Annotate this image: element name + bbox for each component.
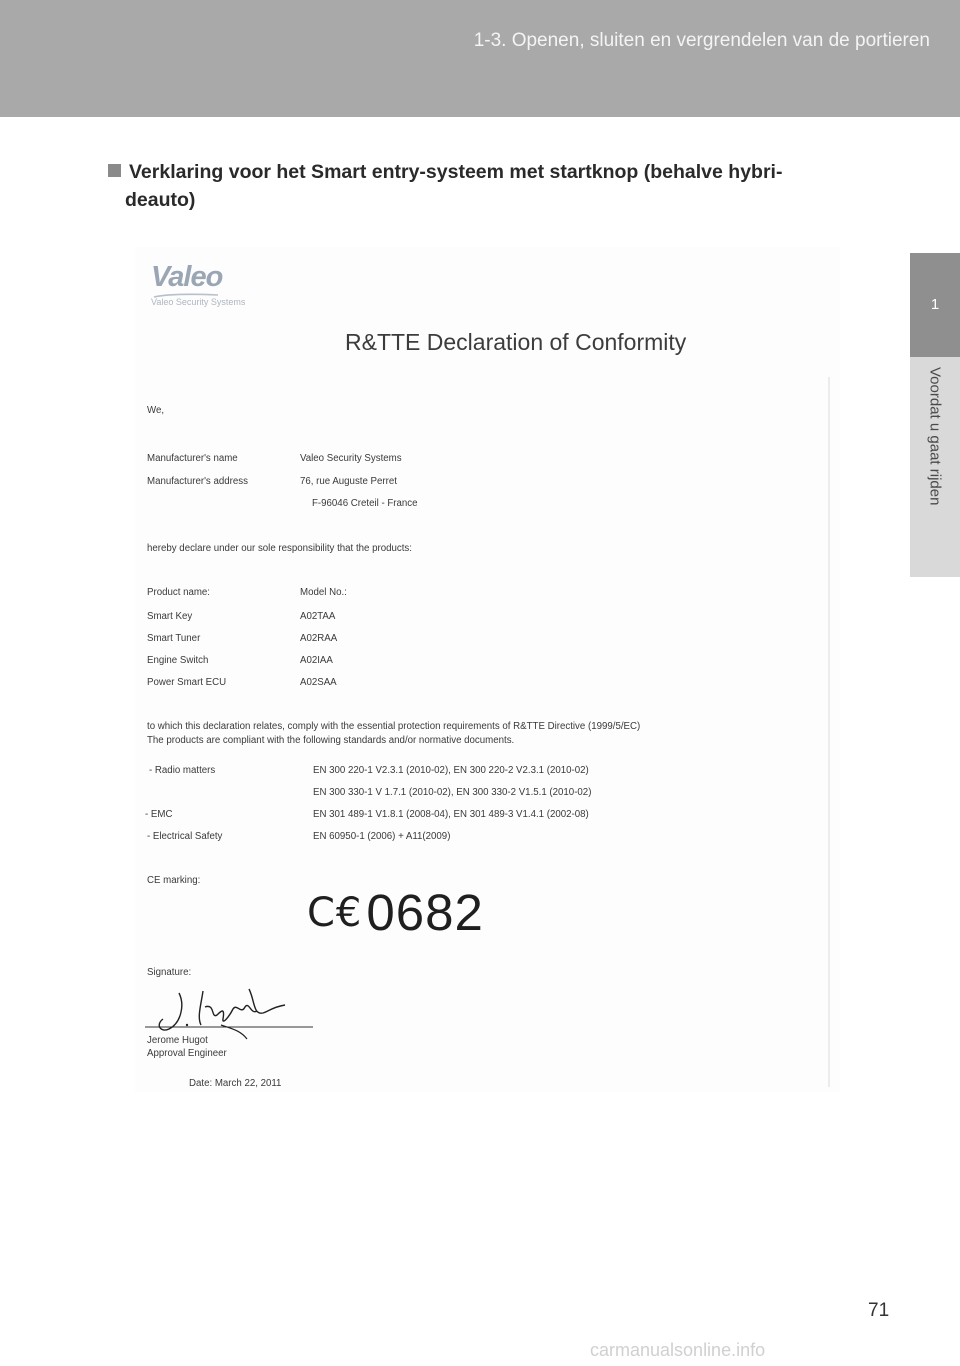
signer-title: Approval Engineer <box>147 1048 227 1059</box>
ce-symbol-icon: C€ <box>307 890 363 936</box>
relates-line2: The products are compliant with the following standards and/or normative documents. <box>147 735 515 746</box>
ce-mark <box>307 883 484 942</box>
ce-marking-label: CE marking: <box>147 875 201 886</box>
we-text: We, <box>147 405 165 416</box>
watermark: carmanualsonline.info <box>590 1340 766 1360</box>
section-heading <box>108 158 878 214</box>
standard-label: - EMC <box>145 809 173 820</box>
product-model: A02TAA <box>300 611 336 622</box>
product-model: A02IAA <box>300 655 333 666</box>
product-name: Power Smart ECU <box>147 677 227 688</box>
product-name: Smart Key <box>147 611 193 622</box>
model-no-label: Model No.: <box>300 587 347 598</box>
chapter-title: 1-3. Openen, sluiten en vergrendelen van de portieren <box>473 30 930 51</box>
section-heading-line2: deauto) <box>125 189 196 211</box>
scan-edge <box>828 377 830 1087</box>
standard-value: EN 60950-1 (2006) + A11(2009) <box>313 831 451 842</box>
signer-name: Jerome Hugot <box>147 1035 208 1046</box>
standard-label: - Radio matters <box>149 765 216 776</box>
chapter-tab-number[interactable]: 1 <box>910 253 960 357</box>
square-bullet-icon <box>108 164 121 177</box>
chapter-tab-label-text: Voordat u gaat rijden <box>926 367 944 506</box>
declaration-date: Date: March 22, 2011 <box>189 1078 282 1089</box>
declaration-document <box>135 247 840 1092</box>
standard-value: EN 300 220-1 V2.3.1 (2010-02), EN 300 220-2 V2.3.1 (2010-02) <box>313 765 589 776</box>
valeo-logo: Valeo <box>151 261 223 293</box>
product-name: Engine Switch <box>147 655 209 666</box>
signature-label: Signature: <box>147 967 192 978</box>
declaration-title: R&TTE Declaration of Conformity <box>345 329 687 355</box>
product-model: A02RAA <box>300 633 338 644</box>
standard-value: EN 301 489-1 V1.8.1 (2008-04), EN 301 489-3 V1.4.1 (2002-08) <box>313 809 589 820</box>
manufacturer-name-label: Manufacturer's name <box>147 453 238 464</box>
hereby-text: hereby declare under our sole responsibility that the products: <box>147 543 412 554</box>
relates-line1: to which this declaration relates, comply with the essential protection requirements of R&TTE Directive (1999/5/EC) <box>147 721 641 732</box>
logo-subtitle: Valeo Security Systems <box>151 297 246 307</box>
manufacturer-address-label: Manufacturer's address <box>147 476 248 487</box>
manufacturer-name: Valeo Security Systems <box>300 453 402 464</box>
page-number: 71 <box>868 1300 890 1321</box>
standard-value: EN 300 330-1 V 1.7.1 (2010-02), EN 300 330-2 V1.5.1 (2010-02) <box>313 787 592 798</box>
chapter-tab-label[interactable] <box>910 357 960 577</box>
header-band <box>0 0 960 117</box>
product-model: A02SAA <box>300 677 337 688</box>
ce-number: 0682 <box>366 884 484 941</box>
standard-label: - Electrical Safety <box>147 831 223 842</box>
section-heading-line1: Verklaring voor het Smart entry-systeem met startknop (behalve hybri- <box>129 161 783 183</box>
product-name: Smart Tuner <box>147 633 201 644</box>
product-name-label: Product name: <box>147 587 211 598</box>
address-line1: 76, rue Auguste Perret <box>300 476 397 487</box>
address-line2: F-96046 Creteil - France <box>312 498 418 509</box>
